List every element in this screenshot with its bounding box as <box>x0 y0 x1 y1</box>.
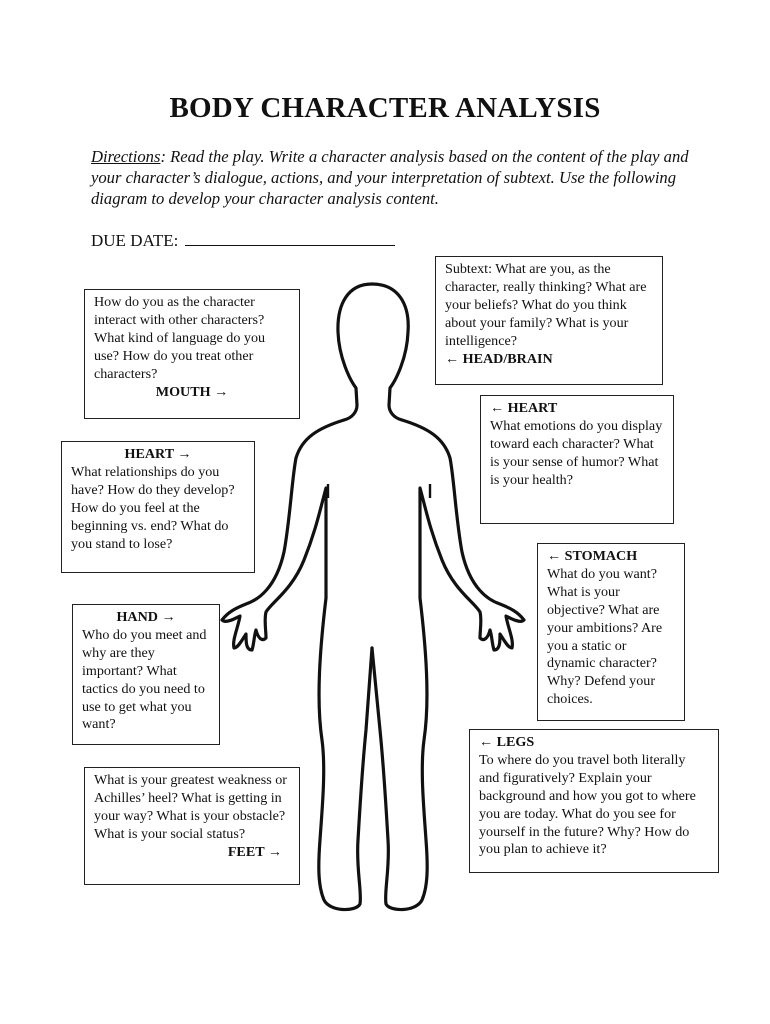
legs-question: To where do you travel both literally and figuratively? Explain your background and how you got to where you are today. What do you see for yourself in the future? Why? How do you plan to achieve it? <box>479 751 696 858</box>
heart-left-question: What relationships do you have? How do they develop? How do you feel at the beginning vs. end? What do you stand to lose? <box>71 463 235 552</box>
directions-label: Directions <box>91 147 161 166</box>
directions-paragraph <box>91 146 701 209</box>
head-brain-box <box>435 256 663 385</box>
heart-left-label: HEART → <box>124 446 192 462</box>
feet-label: FEET → <box>227 843 282 860</box>
due-date <box>91 231 395 251</box>
stomach-question: What do you want? What is your objective? What are your ambitions? Are you a static or dynamic character? Why? Defend your choices. <box>547 565 663 708</box>
due-date-blank <box>185 231 395 246</box>
heart-right-question: What emotions do you display toward each character? What is your sense of humor? What is your health? <box>490 417 663 488</box>
legs-box <box>469 729 719 873</box>
hand-label: HAND → <box>116 609 176 625</box>
heart-right-box <box>480 395 674 524</box>
due-date-label: DUE DATE: <box>91 231 179 250</box>
mouth-question: How do you as the character interact with other characters? What kind of language do you use? How do you treat other characters? <box>94 294 266 382</box>
mouth-box <box>84 289 300 419</box>
head-brain-question: Subtext: What are you, as the character, really thinking? What are your beliefs? What do you think about your family? What is your intelligence? <box>445 261 647 349</box>
feet-question: What is your greatest weakness or Achilles’ heel? What is getting in your way? What is your obstacle? What is your social status? <box>94 772 287 842</box>
feet-box <box>84 767 300 885</box>
stomach-box <box>537 543 685 721</box>
hand-question: Who do you meet and why are they important? What tactics do you need to use to get what you want? <box>82 626 207 733</box>
head-brain-label: ← HEAD/BRAIN <box>445 350 553 367</box>
directions-text: : Read the play. Write a character analysis based on the content of the play and your character’s dialogue, actions, and your interpretation of subtext. Use the following diagram to develop your character analysis content. <box>91 147 689 208</box>
stomach-label: ← STOMACH <box>547 548 638 564</box>
body-head <box>338 284 372 420</box>
hand-box <box>72 604 220 745</box>
legs-label: ← LEGS <box>479 734 535 750</box>
heart-left-box <box>61 441 255 573</box>
mouth-label: MOUTH → <box>155 383 229 400</box>
heart-right-label: ← HEART <box>490 400 558 416</box>
page-title: BODY CHARACTER ANALYSIS <box>169 92 601 124</box>
